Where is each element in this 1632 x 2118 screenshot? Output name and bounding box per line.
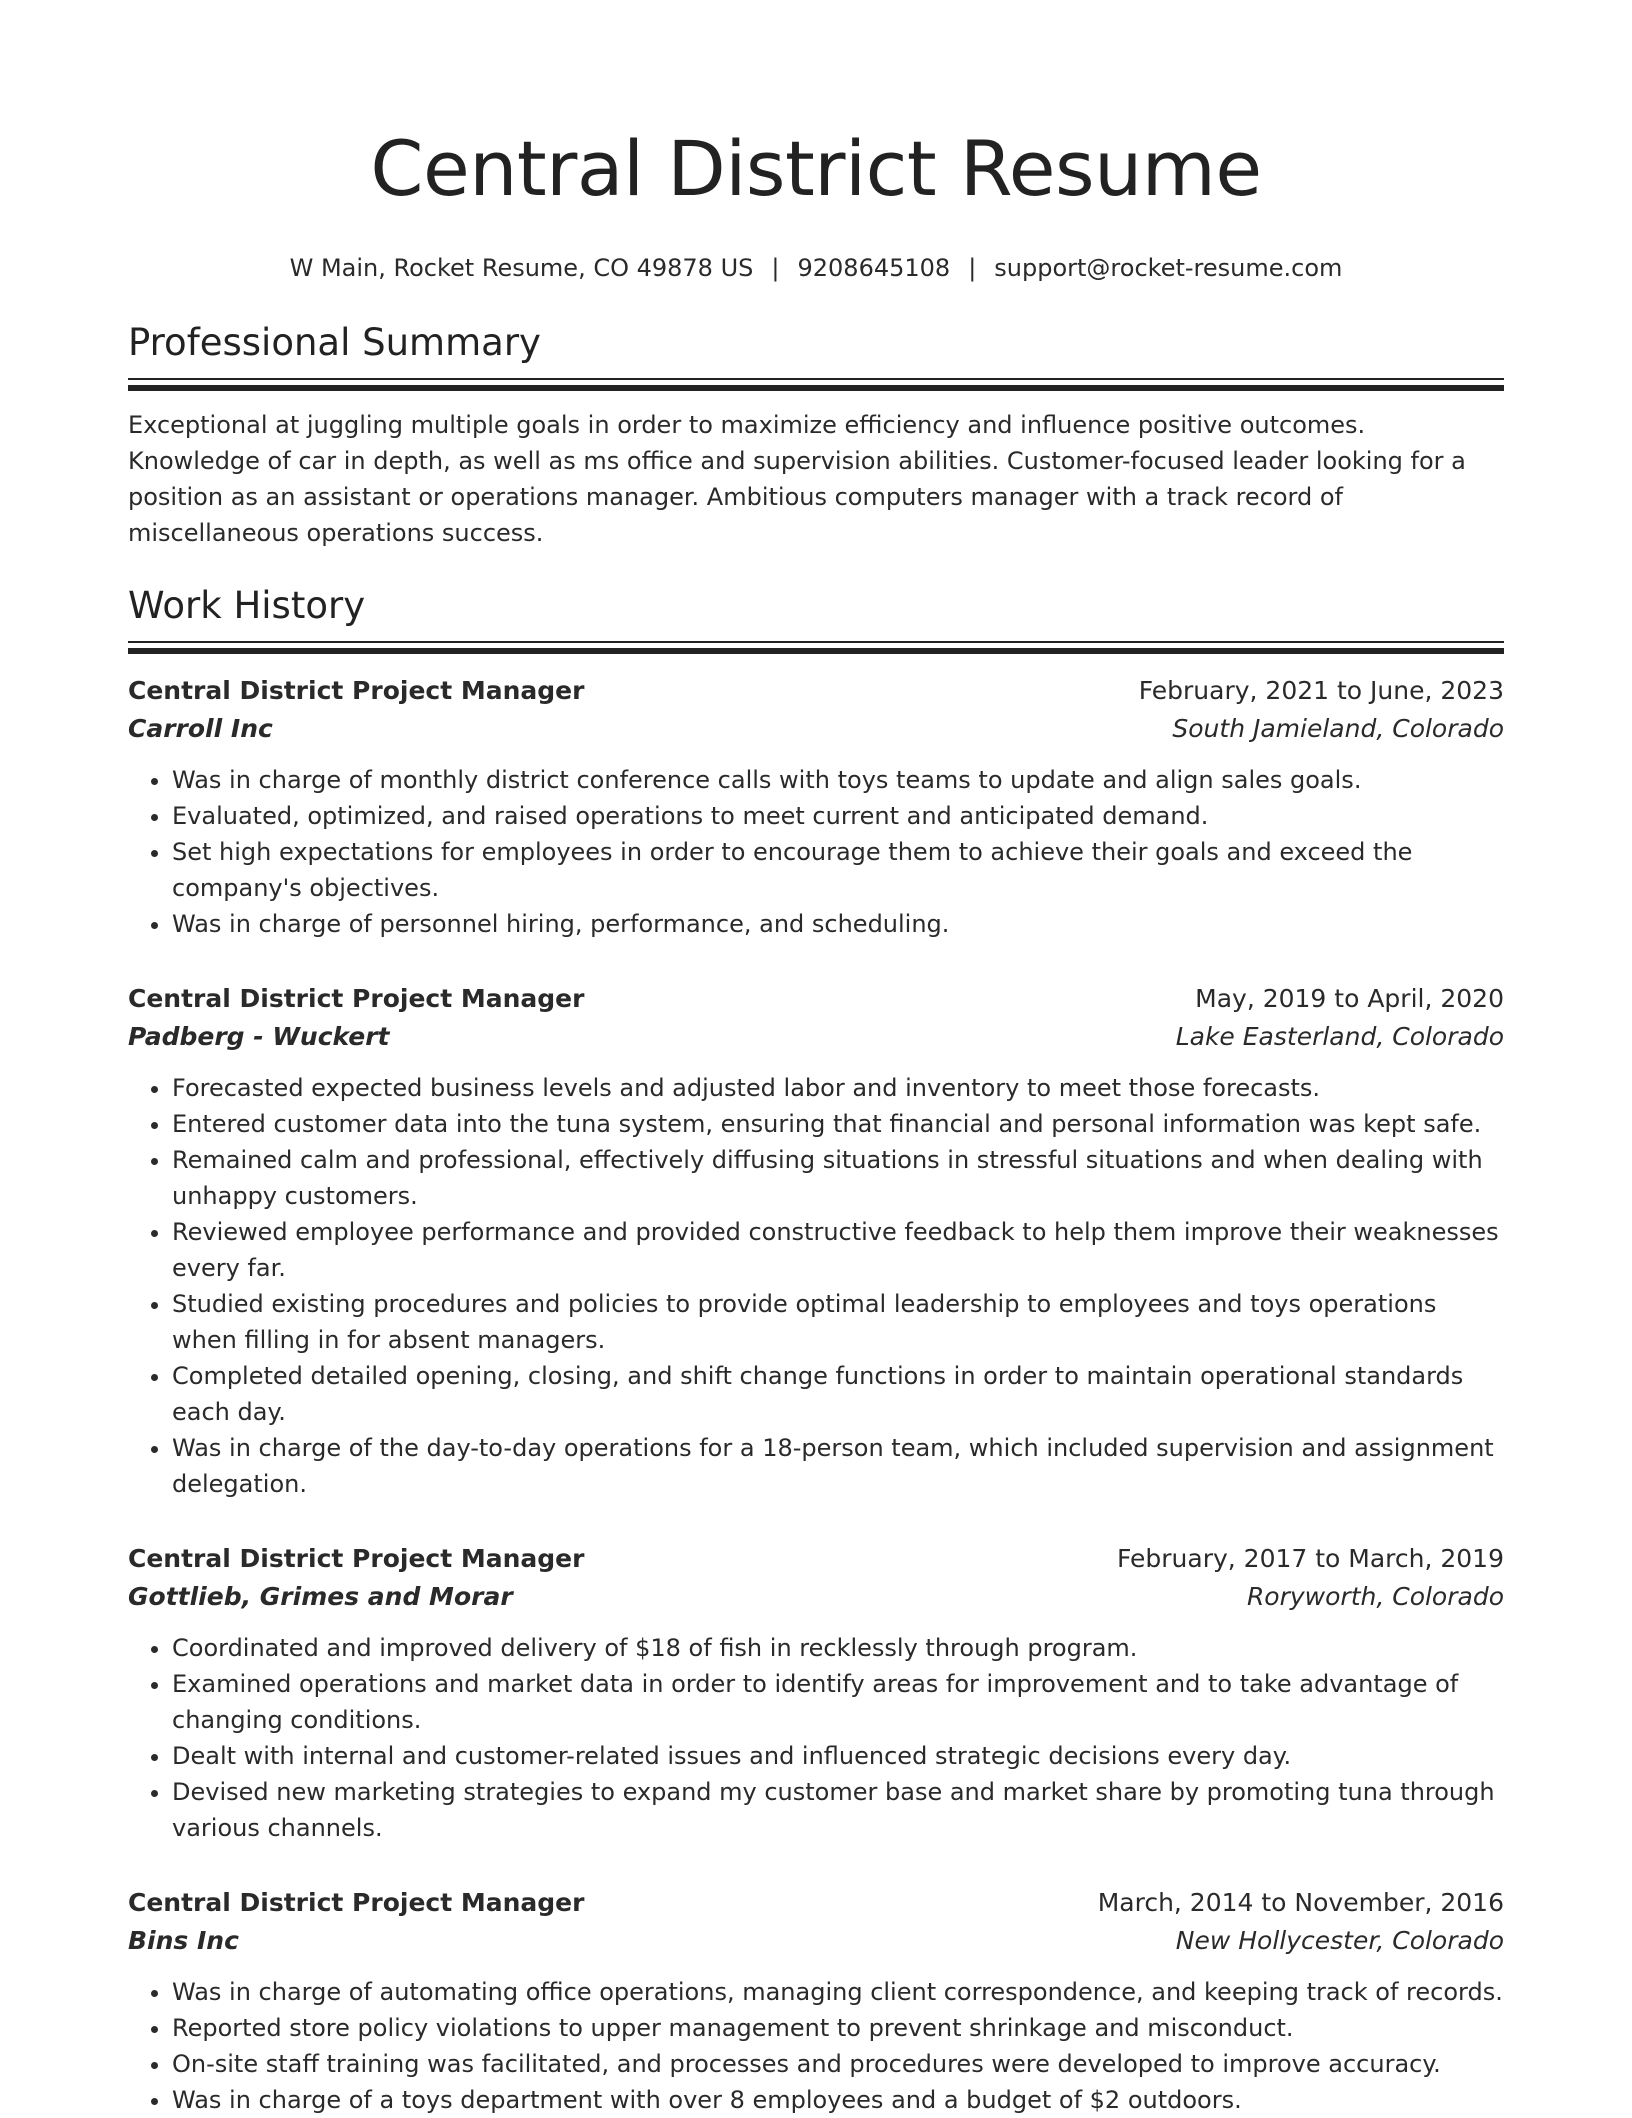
job-bullet: • Was in charge of personnel hiring, performance, and scheduling.	[172, 906, 1504, 942]
section-rule-thick	[128, 648, 1504, 654]
job-header-row	[128, 1540, 1504, 1578]
job-company-row	[128, 1922, 1504, 1960]
job-entry	[128, 672, 1504, 942]
section-rule-thick	[128, 385, 1504, 391]
job-bullet: • Coordinated and improved delivery of $18 of fish in recklessly through program.	[172, 1630, 1504, 1666]
job-entry	[128, 980, 1504, 1502]
job-bullet: • Reported store policy violations to upper management to prevent shrinkage and misconduct.	[172, 2010, 1504, 2046]
job-location: Lake Easterland, Colorado	[1175, 1022, 1504, 1051]
job-title: Central District Project Manager	[128, 984, 585, 1013]
job-header-row	[128, 1884, 1504, 1922]
professional-summary-section	[128, 320, 1504, 551]
job-entry	[128, 1884, 1504, 2118]
section-rule-thin	[128, 641, 1504, 643]
job-company: Bins Inc	[128, 1926, 239, 1955]
job-bullet: • Was in charge of a toys department with over 8 employees and a budget of $2 outdoors.	[172, 2082, 1504, 2118]
job-dates: February, 2021 to June, 2023	[1138, 676, 1504, 705]
contact-line	[128, 252, 1504, 284]
job-bullet: • Evaluated, optimized, and raised operations to meet current and anticipated demand.	[172, 798, 1504, 834]
job-bullet: • Entered customer data into the tuna system, ensuring that financial and personal information was kept safe.	[172, 1106, 1504, 1142]
contact-address: W Main, Rocket Resume, CO 49878 US	[289, 254, 754, 282]
job-header-row	[128, 980, 1504, 1018]
job-bullet: • Was in charge of monthly district conference calls with toys teams to update and align sales goals.	[172, 762, 1504, 798]
work-history-section	[128, 583, 1504, 2118]
section-title-summary: Professional Summary	[128, 321, 541, 364]
job-entry	[128, 1540, 1504, 1846]
section-rule-thin	[128, 378, 1504, 380]
job-bullet: • On-site staff training was facilitated, and processes and procedures were developed to improve accuracy.	[172, 2046, 1504, 2082]
contact-separator: |	[968, 254, 977, 282]
job-bullet: • Was in charge of the day-to-day operations for a 18-person team, which included supervision and assignment delegation.	[172, 1430, 1504, 1502]
job-header-row	[128, 672, 1504, 710]
job-bullet: • Remained calm and professional, effectively diffusing situations in stressful situations and when dealing with unhappy customers.	[172, 1142, 1504, 1214]
contact-separator: |	[771, 254, 780, 282]
job-dates: May, 2019 to April, 2020	[1195, 984, 1504, 1013]
job-bullet: • Completed detailed opening, closing, and shift change functions in order to maintain operational standards each day.	[172, 1358, 1504, 1430]
job-bullet: • Was in charge of automating office operations, managing client correspondence, and keeping track of records.	[172, 1974, 1504, 2010]
job-bullet: • Dealt with internal and customer-related issues and influenced strategic decisions every day.	[172, 1738, 1504, 1774]
job-title: Central District Project Manager	[128, 1544, 585, 1573]
job-bullets	[128, 1070, 1504, 1502]
job-location: South Jamieland, Colorado	[1172, 714, 1504, 743]
section-title-work: Work History	[128, 584, 366, 627]
contact-phone: 9208645108	[797, 254, 951, 282]
job-company-row	[128, 1578, 1504, 1616]
job-title: Central District Project Manager	[128, 676, 585, 705]
job-company-row	[128, 710, 1504, 748]
contact-email: support@rocket-resume.com	[994, 254, 1343, 282]
job-bullets	[128, 1974, 1504, 2118]
job-company: Carroll Inc	[128, 714, 273, 743]
job-title: Central District Project Manager	[128, 1888, 585, 1917]
resume-page	[128, 0, 1504, 2118]
job-bullet: • Reviewed employee performance and provided constructive feedback to help them improve their weaknesses every far.	[172, 1214, 1504, 1286]
job-bullet: • Examined operations and market data in order to identify areas for improvement and to take advantage of changing conditions.	[172, 1666, 1504, 1738]
summary-text: Exceptional at juggling multiple goals in order to maximize efficiency and influence positive outcomes. Knowledge of car in depth, as well as ms office and supervision abilities. Customer-focused leader looking for a position as an assistant or operations manager. Ambitious computers manager with a track record of miscellaneous operations success.	[128, 411, 1466, 547]
job-location: Roryworth, Colorado	[1246, 1582, 1504, 1611]
job-bullet: • Devised new marketing strategies to expand my customer base and market share by promoting tuna through various channels.	[172, 1774, 1504, 1846]
job-bullets	[128, 762, 1504, 942]
job-company: Gottlieb, Grimes and Morar	[128, 1582, 513, 1611]
job-location: New Hollycester, Colorado	[1175, 1926, 1504, 1955]
job-dates: February, 2017 to March, 2019	[1116, 1544, 1504, 1573]
job-company-row	[128, 1018, 1504, 1056]
resume-name: Central District Resume	[370, 124, 1262, 213]
job-bullets	[128, 1630, 1504, 1846]
job-bullet: • Forecasted expected business levels and adjusted labor and inventory to meet those forecasts.	[172, 1070, 1504, 1106]
job-bullet: • Studied existing procedures and policies to provide optimal leadership to employees and toys operations when filling in for absent managers.	[172, 1286, 1504, 1358]
job-company: Padberg - Wuckert	[128, 1022, 390, 1051]
job-bullet: • Set high expectations for employees in order to encourage them to achieve their goals and exceed the company's objectives.	[172, 834, 1504, 906]
job-dates: March, 2014 to November, 2016	[1097, 1888, 1504, 1917]
